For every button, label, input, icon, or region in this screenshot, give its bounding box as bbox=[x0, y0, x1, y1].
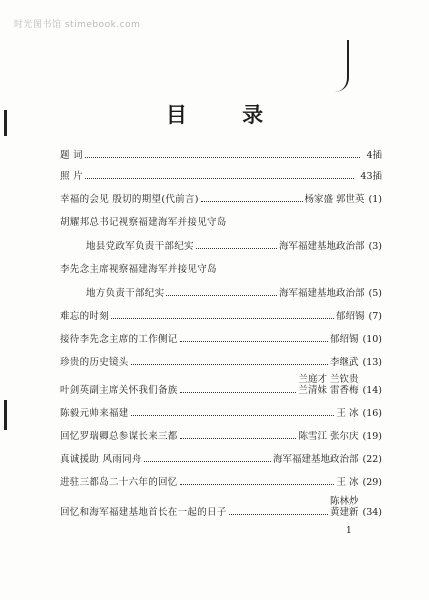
author-line: 陈林炒 bbox=[329, 496, 359, 507]
entry-title: 接待李先念主席的工作侧记 bbox=[60, 334, 178, 345]
entry-title: 照 片 bbox=[60, 171, 83, 182]
toc-entry[interactable] bbox=[60, 368, 382, 396]
toc-entry-heading[interactable] bbox=[60, 205, 382, 228]
entry-title: 幸福的会见 殷切的期望(代前言) bbox=[60, 194, 199, 205]
binding-mark bbox=[4, 400, 7, 430]
entry-page: (16) bbox=[362, 408, 382, 419]
entry-title: 真诚援助 风雨同舟 bbox=[60, 454, 142, 465]
leader-dots bbox=[196, 248, 277, 249]
entry-title: 胡耀邦总书记视察福建海军并接见守岛 bbox=[60, 217, 227, 228]
entry-title: 陈毅元帅来福建 bbox=[60, 408, 129, 419]
leader-dots bbox=[180, 484, 335, 485]
toc-entry[interactable] bbox=[60, 322, 382, 345]
page-folio: 1 bbox=[346, 526, 352, 536]
leader-dots bbox=[166, 295, 277, 296]
entry-author: 杨家盛 郭世英 bbox=[304, 194, 365, 205]
toc-list bbox=[60, 140, 382, 518]
toc-entry[interactable] bbox=[60, 442, 382, 465]
toc-entry[interactable] bbox=[60, 275, 382, 299]
entry-page: 4插 bbox=[366, 150, 382, 161]
leader-dots bbox=[180, 341, 328, 342]
author-line: 兰清妹 雷香梅 bbox=[298, 385, 359, 396]
entry-page: (1) bbox=[368, 194, 382, 205]
leader-dots bbox=[85, 178, 354, 179]
toc-entry[interactable] bbox=[60, 465, 382, 488]
toc-entry[interactable] bbox=[60, 488, 382, 518]
entry-page: (3) bbox=[368, 241, 382, 252]
leader-dots bbox=[131, 364, 328, 365]
leader-dots bbox=[144, 461, 271, 462]
entry-title: 回忆罗瑞卿总参谋长来三都 bbox=[60, 431, 178, 442]
entry-title: 叶剑英副主席关怀我们备族 bbox=[60, 385, 178, 396]
toc-entry-heading[interactable] bbox=[60, 252, 382, 275]
entry-author: 海军福建基地政治部 bbox=[279, 288, 365, 299]
entry-author: 李继武 bbox=[329, 357, 359, 368]
entry-author bbox=[330, 496, 359, 518]
entry-title: 难忘的时刻 bbox=[60, 311, 110, 322]
entry-title: 题 词 bbox=[60, 150, 83, 161]
entry-page: (13) bbox=[362, 357, 382, 368]
toc-entry[interactable] bbox=[60, 299, 382, 322]
entry-page: (5) bbox=[368, 288, 382, 299]
entry-author: 陈雪江 张尔庆 bbox=[298, 431, 359, 442]
author-line: 黄建新 bbox=[329, 507, 359, 518]
entry-page: (29) bbox=[362, 477, 382, 488]
toc-entry[interactable] bbox=[60, 419, 382, 442]
entry-author: 王 冰 bbox=[336, 477, 359, 488]
leader-dots bbox=[180, 438, 297, 439]
entry-title: 回忆和海军福建基地首长在一起的日子 bbox=[60, 507, 227, 518]
leader-dots bbox=[85, 157, 361, 158]
corner-line-decoration bbox=[329, 40, 349, 92]
entry-author: 王 冰 bbox=[336, 408, 359, 419]
toc-entry[interactable] bbox=[60, 161, 382, 182]
entry-page: (22) bbox=[362, 454, 382, 465]
entry-page: (19) bbox=[362, 431, 382, 442]
toc-entry[interactable] bbox=[60, 182, 382, 205]
leader-dots bbox=[131, 415, 335, 416]
toc-entry[interactable] bbox=[60, 345, 382, 368]
page-title: 目 录 bbox=[165, 102, 288, 127]
toc-entry[interactable] bbox=[60, 228, 382, 252]
watermark: 时光图书馆 stimebook.com bbox=[14, 20, 141, 30]
leader-dots bbox=[229, 514, 328, 515]
entry-title: 地县党政军负责干部纪实 bbox=[86, 241, 194, 252]
entry-author: 郁绍锡 bbox=[336, 311, 365, 322]
author-line: 兰庭才 兰钦贵 bbox=[298, 374, 359, 385]
leader-dots bbox=[180, 392, 297, 393]
entry-page: (34) bbox=[362, 507, 382, 518]
leader-dots bbox=[111, 318, 334, 319]
entry-page: (7) bbox=[368, 311, 382, 322]
toc-entry[interactable] bbox=[60, 396, 382, 419]
entry-title: 李先念主席视察福建海军并接见守岛 bbox=[60, 264, 217, 275]
entry-page: (14) bbox=[362, 385, 382, 396]
leader-dots bbox=[201, 201, 303, 202]
toc-entry[interactable] bbox=[60, 140, 382, 161]
entry-title: 进驻三都岛二十六年的回忆 bbox=[60, 477, 178, 488]
entry-author: 海军福建基地政治部 bbox=[279, 241, 365, 252]
entry-page: 43插 bbox=[360, 171, 382, 182]
entry-author: 海军福建基地政治部 bbox=[272, 454, 359, 465]
entry-title: 地方负责干部纪实 bbox=[86, 288, 165, 299]
entry-author bbox=[298, 374, 358, 396]
entry-page: (10) bbox=[362, 334, 382, 345]
entry-author: 郁绍锡 bbox=[329, 334, 359, 345]
entry-title: 珍贵的历史镜头 bbox=[60, 357, 129, 368]
